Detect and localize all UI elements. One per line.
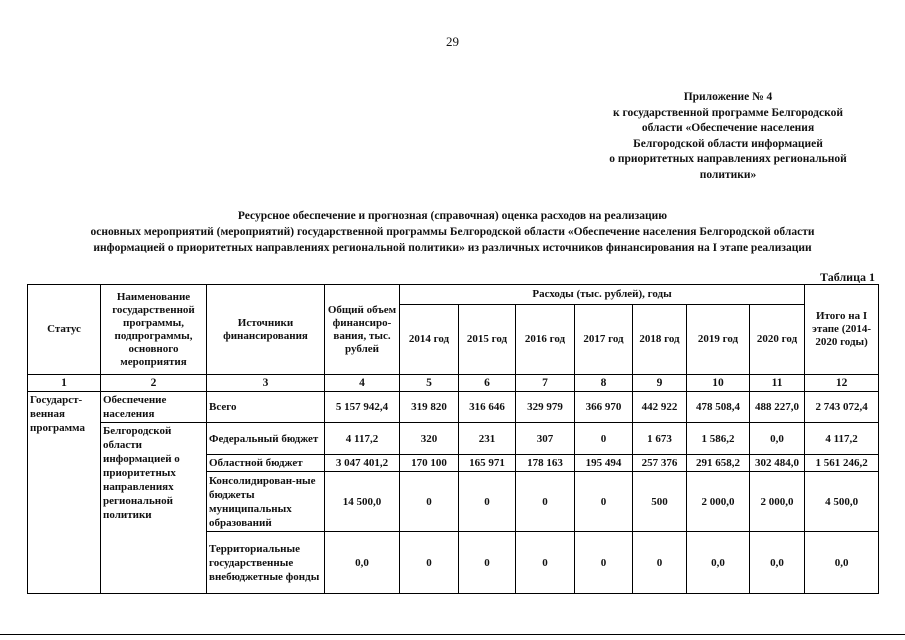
value-cell: 0 (575, 532, 633, 594)
value-cell: 0 (400, 532, 459, 594)
value-cell: 0,0 (750, 423, 805, 455)
source-cell: Федеральный бюджет (207, 423, 325, 455)
value-cell: 366 970 (575, 392, 633, 423)
value-cell: 170 100 (400, 455, 459, 472)
column-number: 12 (805, 375, 879, 392)
value-cell: 0,0 (687, 532, 750, 594)
value-cell: 0 (400, 472, 459, 532)
value-cell: 500 (633, 472, 687, 532)
value-cell: 231 (459, 423, 516, 455)
header-sources: Источники финансирования (207, 285, 325, 375)
value-cell: 4 500,0 (805, 472, 879, 532)
appendix-block (568, 90, 888, 183)
column-number: 9 (633, 375, 687, 392)
value-cell: 165 971 (459, 455, 516, 472)
page-bottom-divider (0, 634, 905, 635)
source-cell: Всего (207, 392, 325, 423)
value-cell: 478 508,4 (687, 392, 750, 423)
value-cell: 0 (516, 532, 575, 594)
program-name-cell: Обеспечение населения (101, 392, 207, 423)
appendix-line: к государственной программе Белгородской (613, 106, 843, 119)
value-cell: 0 (516, 472, 575, 532)
header-expenses-group: Расходы (тыс. рублей), годы (400, 285, 805, 305)
header-status: Статус (28, 285, 101, 375)
table-row (28, 423, 879, 455)
value-cell: 0 (575, 472, 633, 532)
header-name: Наименование государственной программы, подпрограммы, основного мероприятия (101, 285, 207, 375)
column-number: 5 (400, 375, 459, 392)
header-year: 2018 год (633, 305, 687, 375)
program-name-cell: Белгородской области информацией о приоритетных направлениях региональной политики (101, 423, 207, 594)
table-label: Таблица 1 (820, 270, 875, 284)
header-stage-total: Итого на I этапе (2014-2020 годы) (805, 285, 879, 375)
value-cell: 0 (459, 532, 516, 594)
table-row (28, 392, 879, 423)
header-year: 2020 год (750, 305, 805, 375)
column-number: 1 (28, 375, 101, 392)
value-cell: 329 979 (516, 392, 575, 423)
document-heading (0, 208, 905, 256)
column-number: 11 (750, 375, 805, 392)
status-cell: Государст-венная программа (28, 392, 101, 594)
value-cell: 195 494 (575, 455, 633, 472)
value-cell: 0,0 (805, 532, 879, 594)
expenses-table (27, 284, 879, 594)
value-cell: 1 673 (633, 423, 687, 455)
value-cell: 442 922 (633, 392, 687, 423)
value-cell: 0,0 (325, 532, 400, 594)
value-cell: 2 743 072,4 (805, 392, 879, 423)
value-cell: 0,0 (750, 532, 805, 594)
header-year: 2016 год (516, 305, 575, 375)
value-cell: 302 484,0 (750, 455, 805, 472)
appendix-line: Белгородской области информацией (633, 137, 823, 150)
header-year: 2014 год (400, 305, 459, 375)
value-cell: 1 561 246,2 (805, 455, 879, 472)
source-cell: Консолидирован-ные бюджеты муниципальных образований (207, 472, 325, 532)
value-cell: 307 (516, 423, 575, 455)
header-year: 2019 год (687, 305, 750, 375)
column-number: 6 (459, 375, 516, 392)
value-cell: 0 (633, 532, 687, 594)
appendix-line: о приоритетных направлениях региональной (609, 153, 847, 165)
heading-line: основных мероприятий (мероприятий) государственной программы Белгородской области «Обеспечение населения Белгородской области (90, 226, 815, 238)
value-cell: 319 820 (400, 392, 459, 423)
column-number: 8 (575, 375, 633, 392)
value-cell: 14 500,0 (325, 472, 400, 532)
header-year: 2017 год (575, 305, 633, 375)
column-number: 4 (325, 375, 400, 392)
value-cell: 2 000,0 (750, 472, 805, 532)
value-cell: 316 646 (459, 392, 516, 423)
header-year: 2015 год (459, 305, 516, 375)
value-cell: 1 586,2 (687, 423, 750, 455)
appendix-line: области «Обеспечение населения (641, 122, 815, 134)
heading-line: информацией о приоритетных направлениях региональной политики» из различных источников финансирования на I этапе реализации (93, 242, 812, 254)
heading-line: Ресурсное обеспечение и прогнозная (справочная) оценка расходов на реализацию (237, 210, 668, 222)
column-number: 3 (207, 375, 325, 392)
value-cell: 178 163 (516, 455, 575, 472)
value-cell: 3 047 401,2 (325, 455, 400, 472)
value-cell: 4 117,2 (325, 423, 400, 455)
value-cell: 0 (575, 423, 633, 455)
value-cell: 320 (400, 423, 459, 455)
value-cell: 4 117,2 (805, 423, 879, 455)
column-number: 2 (101, 375, 207, 392)
source-cell: Территориальные государственные внебюджетные фонды (207, 532, 325, 594)
value-cell: 0 (459, 472, 516, 532)
value-cell: 488 227,0 (750, 392, 805, 423)
value-cell: 5 157 942,4 (325, 392, 400, 423)
value-cell: 2 000,0 (687, 472, 750, 532)
appendix-line: политики» (699, 168, 757, 181)
value-cell: 291 658,2 (687, 455, 750, 472)
column-number: 7 (516, 375, 575, 392)
appendix-line: Приложение № 4 (683, 91, 773, 103)
page-number: 29 (446, 34, 459, 49)
header-total-volume: Общий объем финансиро-вания, тыс. рублей (325, 285, 400, 375)
column-number-row (28, 375, 879, 392)
source-cell: Областной бюджет (207, 455, 325, 472)
value-cell: 257 376 (633, 455, 687, 472)
column-number: 10 (687, 375, 750, 392)
